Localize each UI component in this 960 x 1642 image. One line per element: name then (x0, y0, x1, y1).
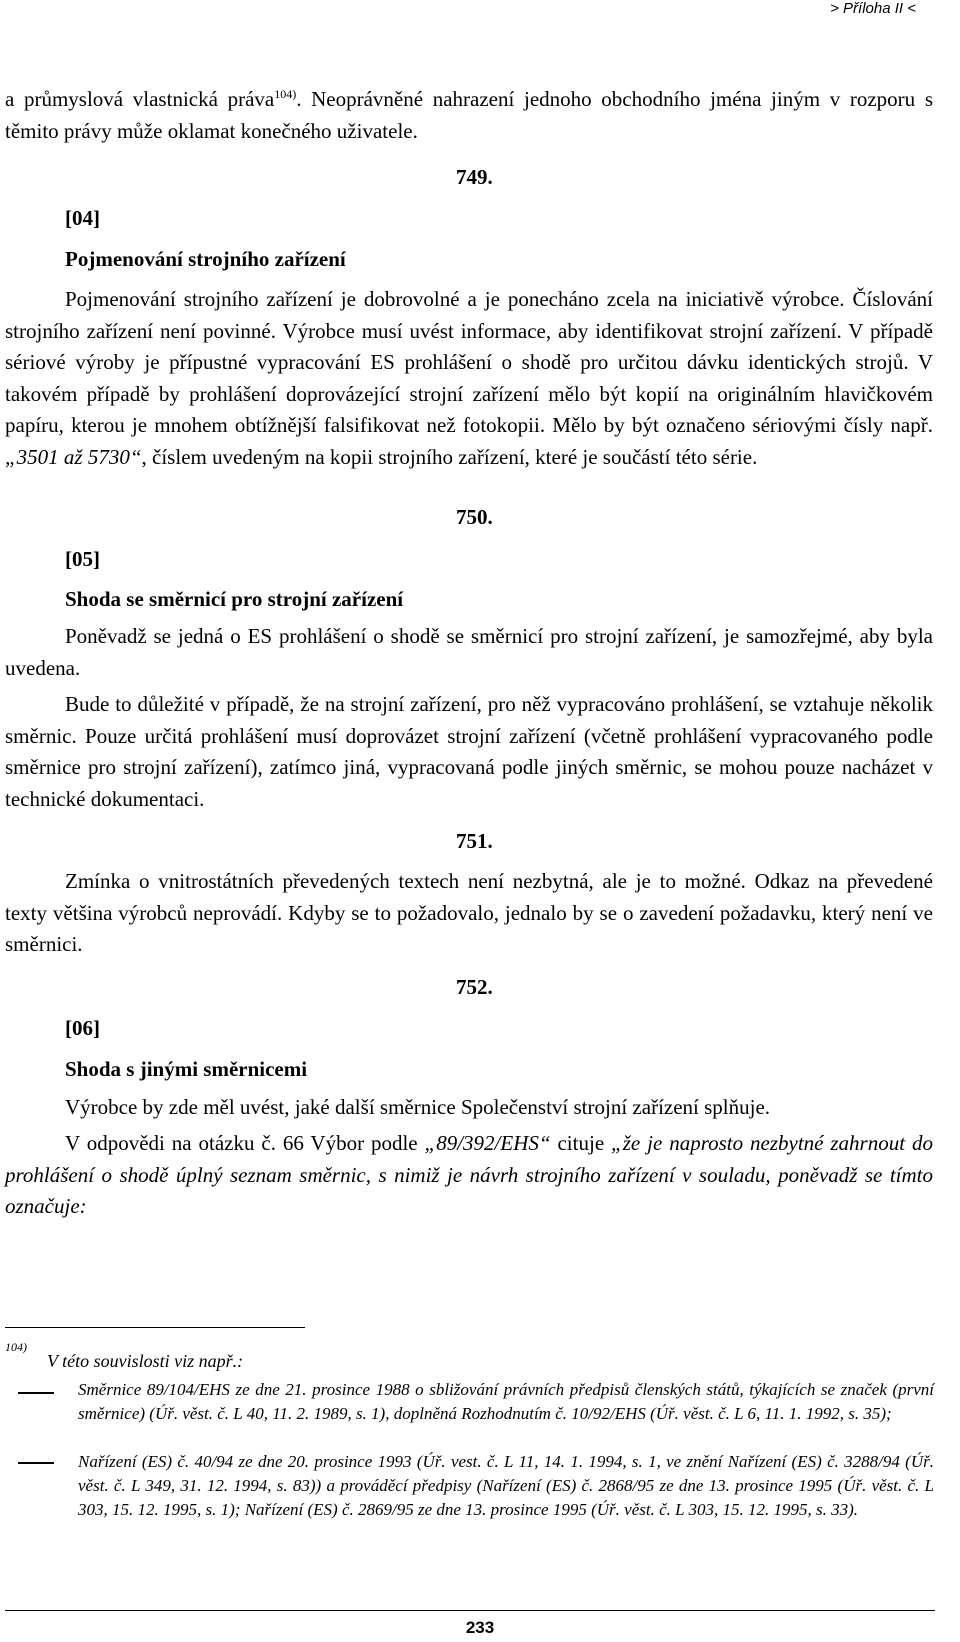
paragraph-749 (5, 284, 933, 473)
footnote-title: V této souvislosti viz např.: (47, 1351, 244, 1371)
paragraph-750-2: Bude to důležité v případě, že na strojní zařízení, pro něž vypracováno prohlášení, se vztahuje několik směrnic. Pouze určitá prohlášení musí doprovázet strojní zařízení (včetně prohlášení vypracovaného podle směrnice pro strojní zařízení), zatímco jiná, vypracovaná podle jiných směrnic, se mohou pouze nacházet v technické dokumentaci. (5, 692, 933, 811)
committee-quote: „že je naprosto nezbytné zahrnout do prohlášení o shodě úplný seznam směrnic, s nimiž je návrh strojního zařízení v souladu, poněvadž se tímto označuje: (5, 1131, 933, 1218)
footnote-item-2: Nařízení (ES) č. 40/94 ze dne 20. prosince 1993 (Úř. vest. č. L 11, 14. 1. 1994, s. 1, ve znění Nařízení (ES) č. 3288/94 (Úř. věst. č. L 349, 31. 12. 1994, s. 83)) a prováděcí předpisy (Nařízení (ES) č. 2868/95 ze dne 13. prosince 1995 (Úř. věst. č. L 303, 15. 12. 1995, s. 1); Nařízení (ES) č. 2869/95 ze dne 13. prosince 1995 (Úř. věst. č. L 303, 15. 12. 1995, s. 33). (78, 1452, 934, 1519)
section-number-749: 749. (456, 165, 493, 189)
footnote-item-1: Směrnice 89/104/EHS ze dne 21. prosince 1988 o sbližování právních předpisů členských států, týkajících se značek (první směrnice) (Úř. věst. č. L 40, 11. 2. 1989, s. 1), doplněná Rozhodnutím č. 10/92/EHS (Úř. věst. č. L 6, 11. 1. 1992, s. 35); (78, 1380, 934, 1423)
section-number-751: 751. (456, 829, 493, 853)
intro-text-continued: . Neoprávněné nahrazení jednoho obchodního jména jiným v rozporu s těmito právy může oklamat konečného uživatele. (5, 87, 933, 143)
paragraph-750-1: Poněvadž se jedná o ES prohlášení o shodě se směrnicí pro strojní zařízení, je samozřejmé, aby byla uvedena. (5, 624, 933, 680)
intro-paragraph (5, 84, 933, 147)
section-number-750: 750. (456, 505, 493, 529)
section-heading-750: Shoda se směrnicí pro strojní zařízení (65, 587, 404, 611)
annex-label: > Příloha II < (830, 0, 916, 17)
section-code-04: [04] (65, 206, 100, 230)
serial-range-quote: „3501 až 5730“ (5, 444, 142, 469)
footer-separator (5, 1610, 935, 1611)
paragraph-751: Zmínka o vnitrostátních převedených textech není nezbytná, ale je to možné. Odkaz na převedené texty většina výrobců neprovádí. Kdyby se to požadovalo, jednalo by se o zavedení požadavku, který není ve směrnici. (5, 869, 933, 956)
section-heading-752: Shoda s jinými směrnicemi (65, 1057, 308, 1081)
paragraph-752-2-cites: cituje (550, 1131, 612, 1155)
page-number: 233 (465, 1618, 495, 1637)
section-number-752: 752. (456, 975, 493, 999)
section-heading-749: Pojmenování strojního zařízení (65, 247, 346, 271)
intro-text: a průmyslová vlastnická práva (5, 87, 275, 111)
paragraph-752-2 (5, 1128, 933, 1223)
paragraph-749-text: Pojmenování strojního zařízení je dobrovolné a je ponecháno zcela na iniciativě výrobce. Číslování strojního zařízení není povinné. Výrobce musí uvést informace, aby identifikovat strojní zařízení. V případě sériové výroby je přípustné vypracování ES prohlášení o shodě pro určitou dávku identických strojů. V takovém případě by prohlášení doprovázející strojní zařízení mělo být kopií na originálním hlavičkovém papíru, kterou je mnohem obtížnější falsifikovat než fotokopii. Mělo by být označeno sériovými čísly např. (5, 287, 933, 437)
footnote-separator (5, 1327, 305, 1328)
section-code-05: [05] (65, 547, 100, 571)
footnote-mark: 104) (5, 1340, 27, 1354)
footnote-item-dash (18, 1392, 54, 1394)
paragraph-749-tail: , číslem uvedeným na kopii strojního zařízení, které je součástí této série. (141, 444, 758, 469)
footnote-reference: 104) (274, 87, 297, 101)
section-code-06: [06] (65, 1016, 100, 1040)
paragraph-752-2-text: V odpovědi na otázku č. 66 Výbor podle (65, 1131, 425, 1155)
paragraph-752-1: Výrobce by zde měl uvést, jaké další směrnice Společenství strojní zařízení splňuje. (65, 1095, 771, 1119)
footnote-item-dash (18, 1462, 54, 1464)
directive-reference: „89/392/EHS“ (424, 1131, 551, 1155)
